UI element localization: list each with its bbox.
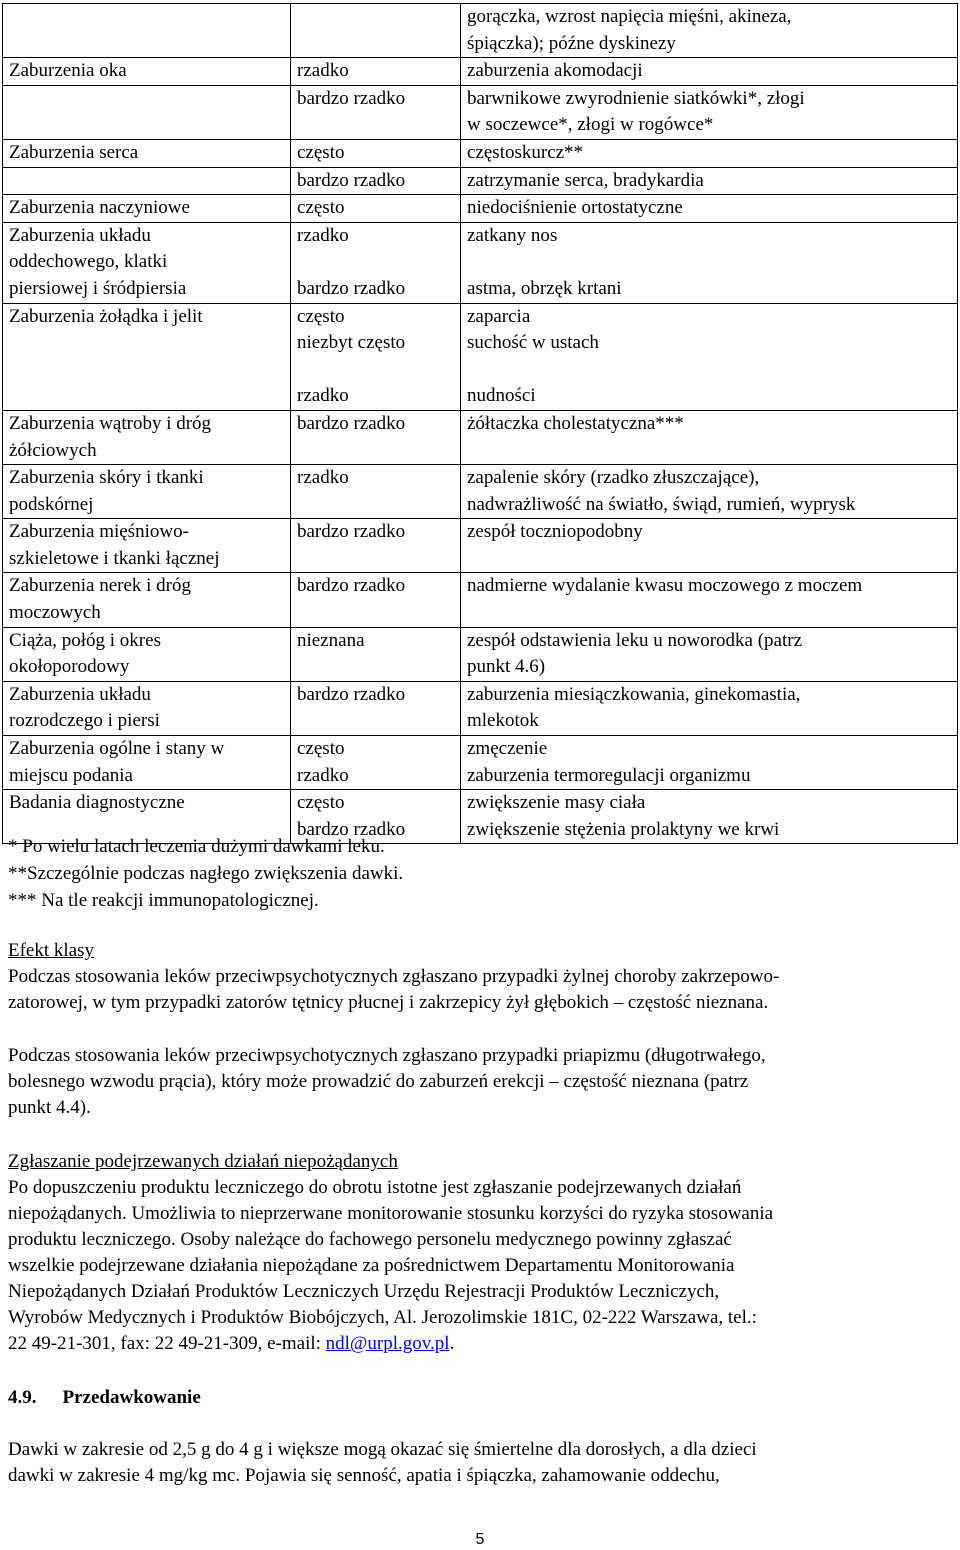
frequency-cell: bardzo rzadko — [291, 681, 461, 735]
section-number: 4.9. — [8, 1387, 37, 1408]
reporting-text: Po dopuszczeniu produktu leczniczego do obrotu istotne jest zgłaszanie podejrzewanych działań niepożądanych. Umożliwia to nieprzerwane monitorowanie stosunku korzyści do ryzyka stosowania produktu leczniczego. Osoby należące do fachowego personelu medycznego powinny zgłaszać wszelkie podejrzewane działania niepożądane za pośrednictwem Departamentu Monitorowania Niepożądanych Działań Produktów Leczniczych Urzędu Rejestracji Produktów Leczniczych, Wyrobów Medycznych i Produktów Biobójczych, Al. Jerozolimskie 181C, 02-222 Warszawa, tel.: 22 49-21-301, fax: 22 49-21-309, e-mail: — [8, 1177, 774, 1354]
email-link[interactable]: ndl@urpl.gov.pl — [325, 1333, 450, 1354]
table-row — [3, 736, 958, 790]
effect-cell: żółtaczka cholestatyczna*** — [461, 410, 958, 464]
adverse-effects-table — [2, 3, 958, 844]
footnote: *** Na tle reakcji immunopatologicznej. — [8, 890, 319, 911]
effect-cell: nadmierne wydalanie kwasu moczowego z moczem — [461, 573, 958, 627]
footnote: * Po wielu latach leczenia dużymi dawkami leku. — [8, 836, 385, 857]
table-row — [3, 465, 958, 519]
page-number: 5 — [475, 1531, 485, 1548]
footnotes — [8, 833, 403, 914]
organ-class-cell: Zaburzenia układu rozrodczego i piersi — [3, 681, 291, 735]
frequency-cell: rzadko — [291, 465, 461, 519]
effect-cell: barwnikowe zwyrodnienie siatkówki*, złogi w soczewce*, złogi w rogówce* — [461, 85, 958, 139]
organ-class-cell: Badania diagnostyczne — [3, 790, 291, 844]
table-row — [3, 222, 958, 303]
table-row — [3, 627, 958, 681]
table-row — [3, 58, 958, 86]
effect-cell: częstoskurcz** — [461, 139, 958, 167]
effect-cell: zapalenie skóry (rzadko złuszczające), nadwrażliwość na światło, świąd, rumień, wyprysk — [461, 465, 958, 519]
frequency-cell: rzadko — [291, 58, 461, 86]
table-row — [3, 4, 958, 58]
class-effect-paragraph: Podczas stosowania leków przeciwpsychotycznych zgłaszano przypadki żylnej choroby zakrzepowo- zatorowej, w tym przypadki zatorów tętnicy płucnej i zakrzepicy żył głębokich – częstość nieznana. — [8, 966, 780, 1013]
organ-class-cell — [3, 167, 291, 195]
frequency-cell: nieznana — [291, 627, 461, 681]
organ-class-cell — [3, 85, 291, 139]
effect-cell: zatkany nos astma, obrzęk krtani — [461, 222, 958, 303]
section-heading — [8, 1385, 948, 1411]
organ-class-cell: Zaburzenia oka — [3, 58, 291, 86]
effect-cell: zaparcia suchość w ustach nudności — [461, 303, 958, 410]
effect-cell: zmęczenie zaburzenia termoregulacji organizmu — [461, 736, 958, 790]
frequency-cell: często niezbyt często rzadko — [291, 303, 461, 410]
class-effect-heading: Efekt klasy — [8, 940, 95, 961]
frequency-cell: bardzo rzadko — [291, 573, 461, 627]
table-row — [3, 681, 958, 735]
organ-class-cell — [3, 4, 291, 58]
adverse-effects-table-body — [3, 4, 958, 844]
table-row — [3, 573, 958, 627]
reporting-heading: Zgłaszanie podejrzewanych działań niepożądanych — [8, 1151, 398, 1172]
effect-cell: zespół odstawienia leku u noworodka (patrz punkt 4.6) — [461, 627, 958, 681]
table-row — [3, 195, 958, 223]
frequency-cell: bardzo rzadko — [291, 85, 461, 139]
organ-class-cell: Zaburzenia nerek i dróg moczowych — [3, 573, 291, 627]
frequency-cell: często — [291, 195, 461, 223]
effect-cell: gorączka, wzrost napięcia mięśni, akineza, śpiączka); późne dyskinezy — [461, 4, 958, 58]
reporting-section — [8, 1149, 948, 1357]
frequency-cell: bardzo rzadko — [291, 167, 461, 195]
frequency-cell: często — [291, 139, 461, 167]
table-row — [3, 167, 958, 195]
class-effect-section — [8, 938, 948, 1016]
priapism-paragraph: Podczas stosowania leków przeciwpsychotycznych zgłaszano przypadki priapizmu (długotrwałego, bolesnego wzwodu prącia), który może prowadzić do zaburzeń erekcji – częstość nieznana (patrz punkt 4.4). — [8, 1045, 766, 1118]
organ-class-cell: Ciąża, połóg i okres okołoporodowy — [3, 627, 291, 681]
organ-class-cell: Zaburzenia układu oddechowego, klatki piersiowej i śródpiersia — [3, 222, 291, 303]
organ-class-cell: Zaburzenia skóry i tkanki podskórnej — [3, 465, 291, 519]
frequency-cell: często bardzo rzadko — [291, 790, 461, 844]
organ-class-cell: Zaburzenia serca — [3, 139, 291, 167]
effect-cell: zaburzenia akomodacji — [461, 58, 958, 86]
reporting-body — [8, 1175, 948, 1357]
table-row — [3, 139, 958, 167]
organ-class-cell: Zaburzenia ogólne i stany w miejscu podania — [3, 736, 291, 790]
footnote: **Szczególnie podczas nagłego zwiększenia dawki. — [8, 863, 404, 884]
table-row — [3, 519, 958, 573]
overdose-paragraph: Dawki w zakresie od 2,5 g do 4 g i większe mogą okazać się śmiertelne dla dorosłych, a dla dzieci dawki w zakresie 4 mg/kg mc. Pojawia się senność, apatia i śpiączka, zahamowanie oddechu, — [8, 1439, 757, 1486]
section-title: Przedawkowanie — [62, 1387, 201, 1408]
table-row — [3, 410, 958, 464]
reporting-trailing: . — [449, 1333, 455, 1354]
organ-class-cell: Zaburzenia mięśniowo- szkieletowe i tkanki łącznej — [3, 519, 291, 573]
effect-cell: zaburzenia miesiączkowania, ginekomastia, mlekotok — [461, 681, 958, 735]
table-row — [3, 85, 958, 139]
frequency-cell: często rzadko — [291, 736, 461, 790]
frequency-cell: rzadko bardzo rzadko — [291, 222, 461, 303]
effect-cell: zwiększenie masy ciała zwiększenie stężenia prolaktyny we krwi — [461, 790, 958, 844]
organ-class-cell: Zaburzenia naczyniowe — [3, 195, 291, 223]
effect-cell: zatrzymanie serca, bradykardia — [461, 167, 958, 195]
organ-class-cell: Zaburzenia żołądka i jelit — [3, 303, 291, 410]
effect-cell: niedociśnienie ortostatyczne — [461, 195, 958, 223]
frequency-cell — [291, 4, 461, 58]
effect-cell: zespół toczniopodobny — [461, 519, 958, 573]
frequency-cell: bardzo rzadko — [291, 410, 461, 464]
table-row — [3, 303, 958, 410]
frequency-cell: bardzo rzadko — [291, 519, 461, 573]
organ-class-cell: Zaburzenia wątroby i dróg żółciowych — [3, 410, 291, 464]
